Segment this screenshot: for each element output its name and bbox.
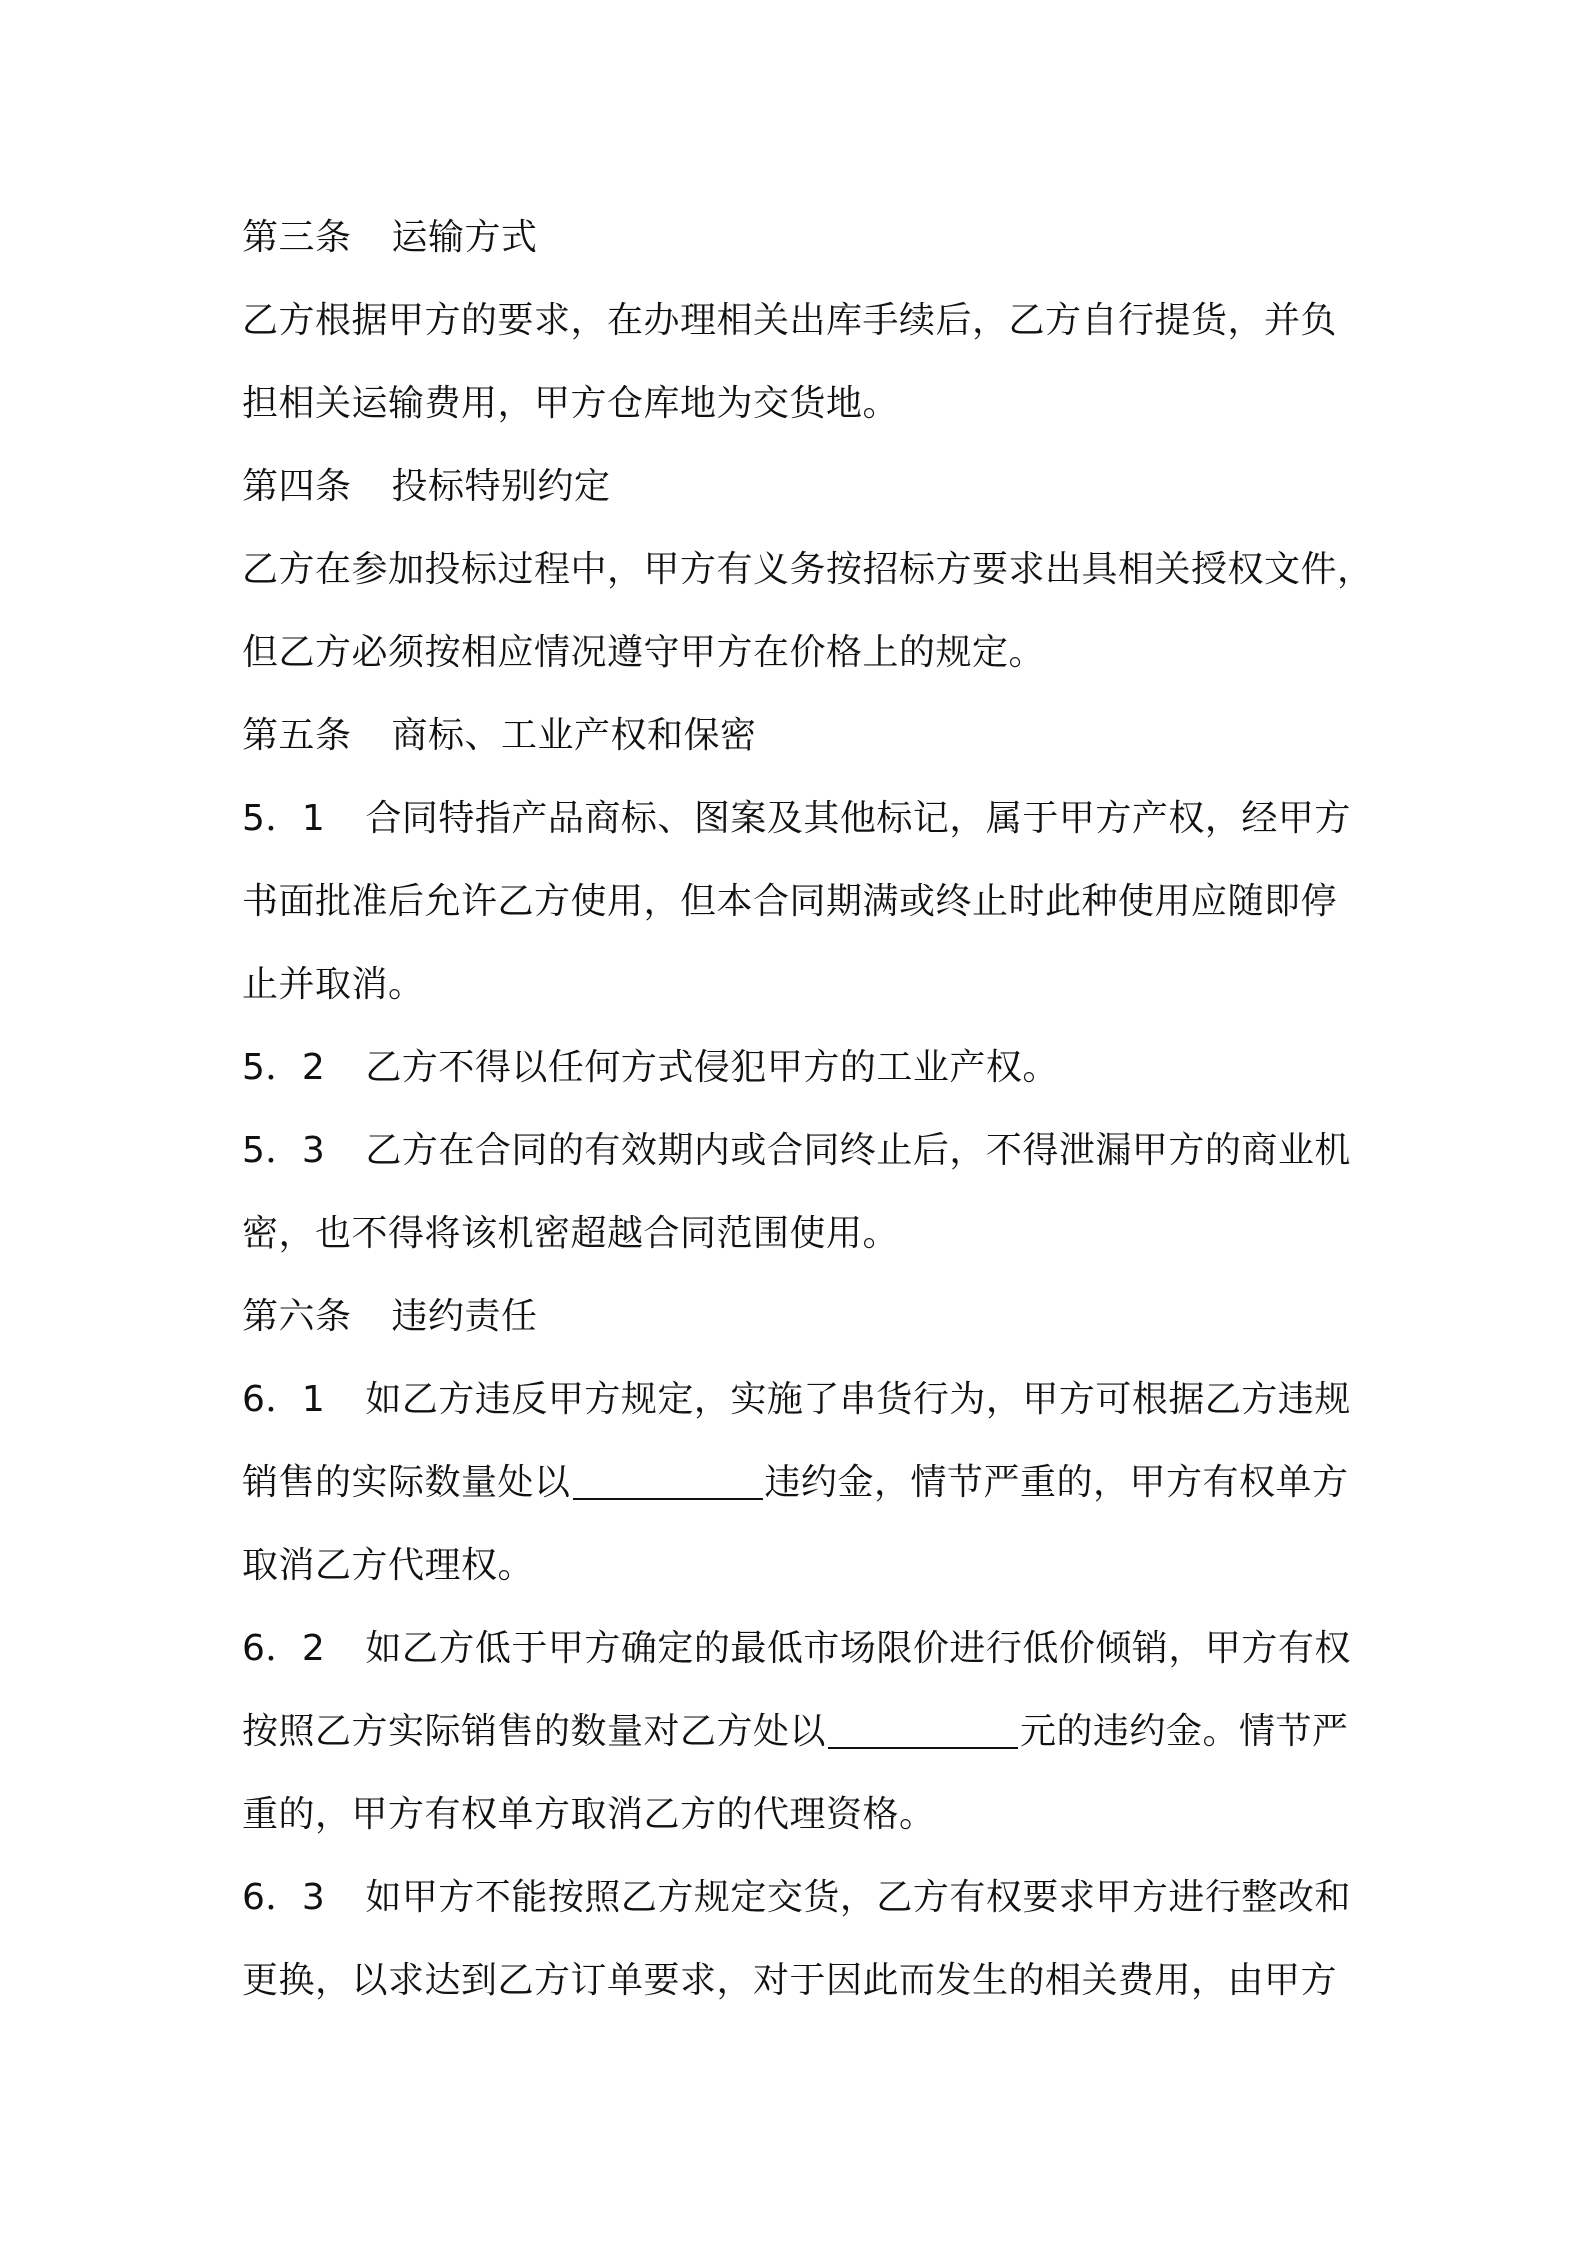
paragraph-line: 重的，甲方有权单方取消乙方的代理资格。	[242, 1794, 936, 1835]
clause-text: 合同特指产品商标、图案及其他标记，属于甲方产权，经甲方	[365, 798, 1351, 839]
article-number: 第四条	[242, 466, 352, 507]
article-title: 投标特别约定	[391, 466, 611, 507]
clause-line	[242, 1607, 1362, 1690]
article-number: 第三条	[242, 217, 352, 258]
fill-in-blank[interactable]	[573, 1462, 763, 1500]
clause-text: 乙方在合同的有效期内或合同终止后，不得泄漏甲方的商业机	[365, 1130, 1351, 1171]
paragraph-line: 乙方根据甲方的要求，在办理相关出库手续后，乙方自行提货，并负	[242, 300, 1338, 341]
text-after-blank: 元的违约金。情节严	[1020, 1711, 1349, 1752]
clause-number: 5．1	[242, 798, 326, 839]
article-heading	[242, 196, 1362, 279]
clause-line	[242, 777, 1362, 860]
clause-line	[242, 1856, 1362, 1939]
paragraph-line: 书面批准后允许乙方使用，但本合同期满或终止时此种使用应随即停	[242, 881, 1338, 922]
text-before-blank: 按照乙方实际销售的数量对乙方处以	[242, 1711, 827, 1752]
paragraph-line: 乙方在参加投标过程中，甲方有义务按招标方要求出具相关授权文件，	[242, 549, 1374, 590]
clause-number: 5．3	[242, 1130, 326, 1171]
paragraph-line: 止并取消。	[242, 964, 425, 1005]
clause-line	[242, 1358, 1362, 1441]
text-before-blank: 销售的实际数量处以	[242, 1462, 571, 1503]
paragraph-line: 密，也不得将该机密超越合同范围使用。	[242, 1213, 900, 1254]
paragraph-line	[242, 1690, 1362, 1773]
article-heading	[242, 694, 1362, 777]
clause-text: 如乙方低于甲方确定的最低市场限价进行低价倾销，甲方有权	[365, 1628, 1351, 1669]
article-heading	[242, 445, 1362, 528]
clause-text: 如乙方违反甲方规定，实施了串货行为，甲方可根据乙方违规	[365, 1379, 1351, 1420]
clause-line	[242, 1109, 1362, 1192]
paragraph-line: 取消乙方代理权。	[242, 1545, 535, 1586]
text-after-blank: 违约金，情节严重的，甲方有权单方	[764, 1462, 1349, 1503]
clause-number: 6．1	[242, 1379, 326, 1420]
clause-number: 5．2	[242, 1047, 326, 1088]
paragraph-line: 担相关运输费用，甲方仓库地为交货地。	[242, 383, 900, 424]
article-title: 商标、工业产权和保密	[391, 715, 757, 756]
paragraph-line: 更换，以求达到乙方订单要求，对于因此而发生的相关费用，由甲方	[242, 1960, 1338, 2001]
paragraph-line	[242, 1441, 1362, 1524]
clause-text: 如甲方不能按照乙方规定交货，乙方有权要求甲方进行整改和	[365, 1877, 1351, 1918]
clause-number: 6．2	[242, 1628, 326, 1669]
clause-number: 6．3	[242, 1877, 326, 1918]
clause-line	[242, 1026, 1362, 1109]
fill-in-blank[interactable]	[828, 1711, 1018, 1749]
paragraph-line: 但乙方必须按相应情况遵守甲方在价格上的规定。	[242, 632, 1046, 673]
article-number: 第六条	[242, 1296, 352, 1337]
article-title: 运输方式	[391, 217, 538, 258]
article-heading	[242, 1275, 1362, 1358]
article-title: 违约责任	[391, 1296, 538, 1337]
article-number: 第五条	[242, 715, 352, 756]
document-body	[242, 196, 1374, 2022]
clause-text: 乙方不得以任何方式侵犯甲方的工业产权。	[365, 1047, 1059, 1088]
